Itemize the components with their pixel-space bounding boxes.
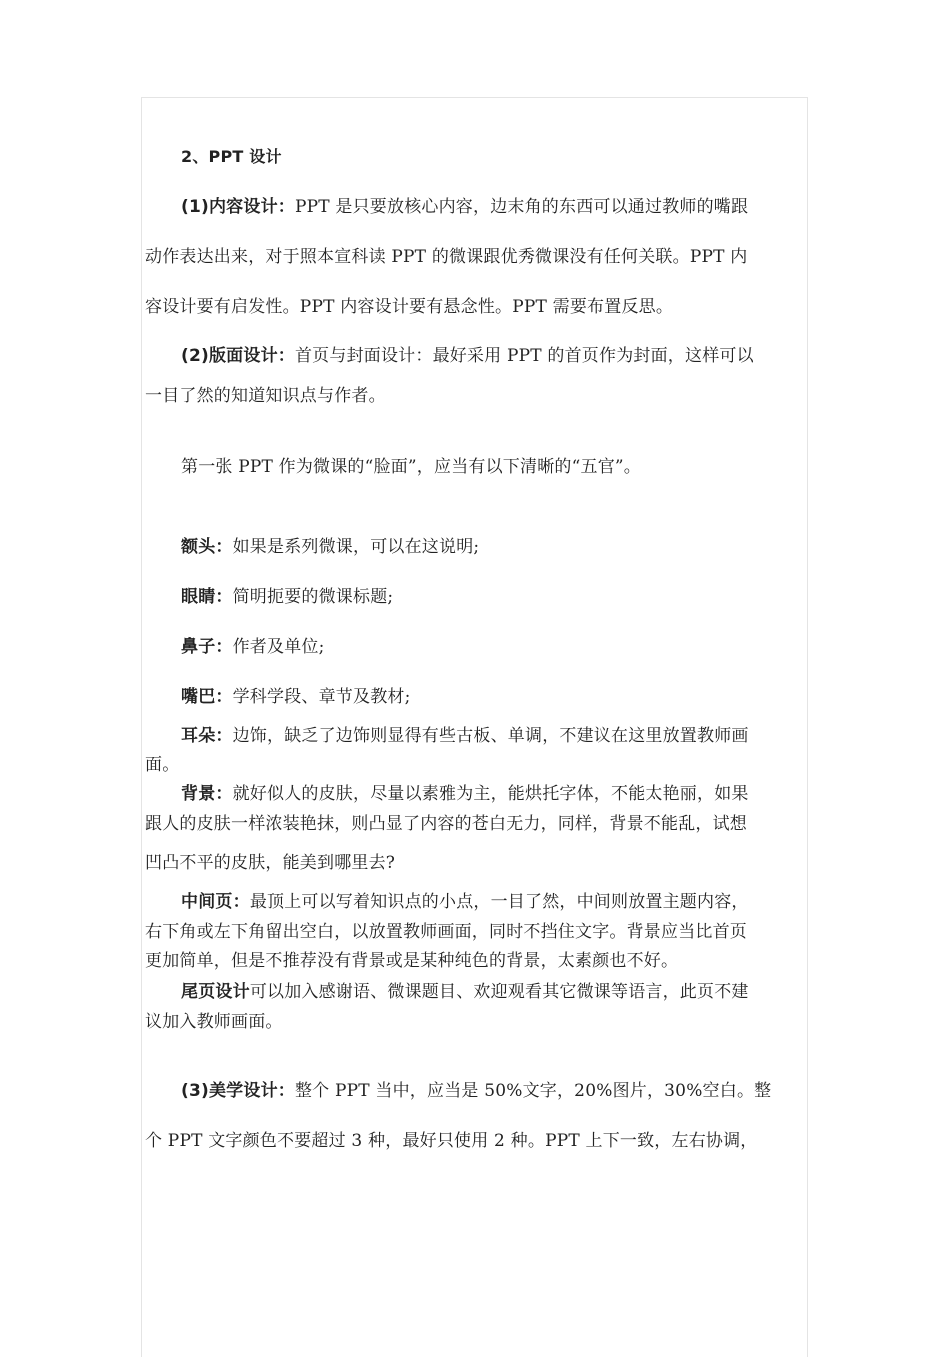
last-page-label: 尾页设计: [181, 982, 250, 1002]
feature-text: 学科学段、章节及教材;: [232, 687, 411, 707]
feature-text: 如果是系列微课，可以在这说明;: [232, 537, 480, 557]
section-heading: 2、PPT 设计: [181, 147, 282, 166]
feature-text: 简明扼要的微课标题;: [232, 587, 394, 607]
feature-forehead: [181, 536, 851, 558]
feature-ears-cont: 面。: [145, 755, 180, 775]
feature-label: 嘴巴：: [181, 687, 233, 707]
feature-eyes: [181, 586, 851, 608]
feature-label: 鼻子：: [181, 637, 233, 657]
middle-page-text: 最顶上可以写着知识点的小点，一目了然，中间则放置主题内容，: [249, 892, 749, 912]
last-page-line: 议加入教师画面。: [145, 1012, 283, 1032]
layout-design-para: [181, 345, 851, 367]
background-label: 背景：: [181, 784, 233, 804]
feature-label: 额头：: [181, 537, 233, 557]
aesthetic-design-label: (3)美学设计：: [181, 1081, 295, 1101]
layout-design-line: 一目了然的知道知识点与作者。: [145, 386, 386, 406]
last-page-text: 可以加入感谢语、微课题目、欢迎观看其它微课等语言，此页不建: [249, 982, 749, 1002]
content-design-line: PPT 是只要放核心内容，边末角的东西可以通过教师的嘴跟: [294, 197, 749, 217]
content-design-para: [181, 196, 851, 218]
five-features-intro: 第一张 PPT 作为微课的“脸面”，应当有以下清晰的“五官”。: [181, 457, 641, 477]
content-design-label: (1)内容设计：: [181, 197, 295, 217]
feature-label: 眼睛：: [181, 587, 233, 607]
layout-design-label: (2)版面设计：: [181, 346, 295, 366]
middle-page-para: [181, 891, 851, 913]
feature-text: 边饰，缺乏了边饰则显得有些古板、单调，不建议在这里放置教师画: [232, 726, 749, 746]
middle-page-line: 右下角或左下角留出空白，以放置教师画面，同时不挡住文字。背景应当比首页: [145, 922, 747, 942]
feature-mouth: [181, 686, 851, 708]
feature-text: 作者及单位;: [232, 637, 325, 657]
content-design-line: 容设计要有启发性。PPT 内容设计要有悬念性。PPT 需要布置反思。: [145, 297, 674, 317]
background-para: [181, 783, 851, 805]
content-design-line: 动作表达出来，对于照本宣科读 PPT 的微课跟优秀微课没有任何关联。PPT 内: [145, 247, 748, 267]
middle-page-label: 中间页：: [181, 892, 250, 912]
background-text: 就好似人的皮肤，尽量以素雅为主，能烘托字体，不能太艳丽，如果: [232, 784, 749, 804]
feature-nose: [181, 636, 851, 658]
aesthetic-design-line: 个 PPT 文字颜色不要超过 3 种，最好只使用 2 种。PPT 上下一致，左右协调，: [145, 1131, 758, 1151]
layout-design-line: 首页与封面设计：最好采用 PPT 的首页作为封面，这样可以: [294, 346, 754, 366]
middle-page-line: 更加简单，但是不推荐没有背景或是某种纯色的背景，太素颜也不好。: [145, 951, 679, 971]
aesthetic-design-line: 整个 PPT 当中，应当是 50%文字，20%图片，30%空白。整: [294, 1081, 772, 1101]
aesthetic-design-para: [181, 1080, 851, 1102]
background-line: 凹凸不平的皮肤，能美到哪里去?: [145, 853, 396, 873]
feature-label: 耳朵：: [181, 726, 233, 746]
background-line: 跟人的皮肤一样浓装艳抹，则凸显了内容的苍白无力，同样，背景不能乱，试想: [145, 814, 747, 834]
last-page-para: [181, 981, 851, 1003]
feature-ears: [181, 725, 851, 747]
